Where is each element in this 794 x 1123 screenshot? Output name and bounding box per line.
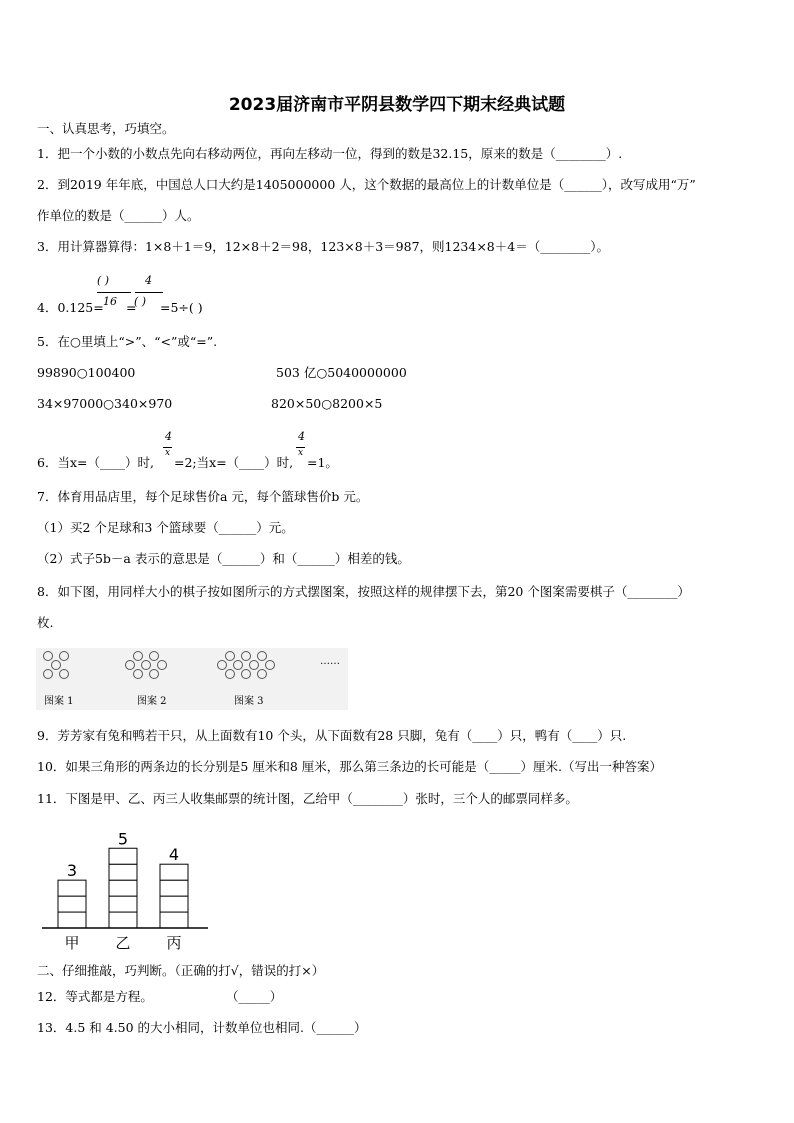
bar-甲 [58, 880, 86, 928]
bar-cell [160, 880, 188, 896]
q6-part-2: =2;当x=（____）时, [174, 455, 294, 470]
q6-frac2-denominator: x [298, 448, 304, 458]
bar-乙 [109, 848, 137, 928]
question-10: 10．如果三角形的两条边的长分别是5 厘米和8 厘米，那么第三条边的长可能是（_____）厘米.（写出一种答案） [37, 759, 662, 774]
question-7: 7．体育用品店里，每个足球售价a 元，每个篮球售价b 元。 [37, 489, 369, 504]
pattern-1-label: 图案 1 [44, 696, 74, 707]
bar-cell [160, 912, 188, 928]
q5-item-3: 34×97000○340×970 [37, 396, 173, 411]
section-1-heading: 一、认真思考，巧填空。 [37, 121, 175, 136]
page-title: 2023届济南市平阴县数学四下期末经典试题 [228, 95, 566, 115]
bar-cell [109, 848, 137, 864]
bar-cell [109, 864, 137, 880]
q4-frac2-bar [135, 292, 163, 293]
q5-item-2: 503 亿○5040000000 [276, 365, 407, 380]
category-label: 丙 [166, 934, 182, 952]
question-7-sub-1: （1）买2 个足球和3 个篮球要（______）元。 [37, 520, 294, 535]
q6-frac2-numerator: 4 [298, 430, 305, 443]
category-label: 乙 [115, 934, 131, 952]
bar-cell [109, 912, 137, 928]
q5-item-1: 99890○100400 [37, 365, 136, 380]
question-2-line-1: 2．到2019 年年底，中国总人口大约是1405000000 人，这个数据的最高位上的计数单位是（______），改写成用“万” [37, 177, 696, 192]
question-11: 11．下图是甲、乙、丙三人收集邮票的统计图，乙给甲（________）张时，三个人的邮票同样多。 [37, 791, 578, 806]
bar-cell [109, 880, 137, 896]
question-8-line-1: 8．如下图，用同样大小的棋子按如图所示的方式摆图案，按照这样的规律摆下去，第20 个图案需要棋子（________） [37, 584, 690, 599]
question-9: 9．芳芳家有兔和鸭若干只，从上面数有10 个头，从下面数有28 只脚，兔有（____）只，鸭有（____）只. [37, 728, 627, 743]
question-13: 13．4.5 和 4.50 的大小相同，计数单位也相同.（______） [37, 1020, 367, 1035]
question-12: 12．等式都是方程。 [37, 989, 153, 1004]
bar-value-label: 5 [117, 829, 129, 849]
question-1: 1．把一个小数的小数点先向右移动两位，再向左移动一位，得到的数是32.15，原来的数是（________）. [37, 146, 623, 161]
q4-prefix: 4．0.125= [37, 300, 104, 315]
bar-cell [58, 912, 86, 928]
q6-frac1-denominator: x [165, 448, 171, 458]
bar-value-label: 4 [168, 845, 180, 865]
bar-丙 [160, 864, 188, 928]
q6-frac1-numerator: 4 [165, 430, 172, 443]
bar-cell [109, 896, 137, 912]
stamp-chart-svg [40, 820, 215, 955]
chess-pattern-figure [36, 648, 348, 710]
q4-equals: = [126, 300, 137, 315]
q5-item-4: 820×50○8200×5 [271, 396, 383, 411]
question-12-blank: （_____） [226, 989, 283, 1004]
question-5: 5．在○里填上“>”、“<”或“=”. [37, 334, 218, 349]
category-label: 甲 [64, 934, 80, 952]
bar-value-label: 3 [66, 861, 78, 881]
q4-frac1-bar [97, 292, 131, 293]
bar-cell [160, 896, 188, 912]
bar-cell [160, 864, 188, 880]
pattern-3-label: 图案 3 [234, 696, 264, 707]
bar-cell [58, 880, 86, 896]
q4-frac2-denominator: ( ) [134, 295, 147, 308]
pattern-2-label: 图案 2 [137, 696, 167, 707]
q4-suffix: =5÷( ) [160, 300, 203, 315]
q4-frac1-numerator: ( ) [97, 274, 110, 287]
q6-part-1: 6．当x=（____）时, [37, 455, 154, 470]
bar-cell [58, 896, 86, 912]
question-3: 3．用计算器算得：1×8＋1＝9，12×8＋2＝98，123×8＋3＝987，则1234×8＋4＝（________）。 [37, 239, 609, 254]
question-2-line-2: 作单位的数是（______）人。 [37, 208, 200, 223]
chess-pattern-drawing [36, 648, 348, 710]
q4-frac2-numerator: 4 [145, 274, 152, 287]
pattern-ellipsis: …… [320, 656, 340, 667]
q4-frac1-denominator: 16 [103, 295, 117, 308]
question-7-sub-2: （2）式子5b－a 表示的意思是（______）和（______）相差的钱。 [37, 551, 410, 566]
question-8-line-2: 枚. [37, 615, 54, 630]
q6-part-3: =1。 [307, 455, 338, 470]
section-2-heading: 二、仔细推敲，巧判断。（正确的打√，错误的打×） [37, 963, 325, 978]
